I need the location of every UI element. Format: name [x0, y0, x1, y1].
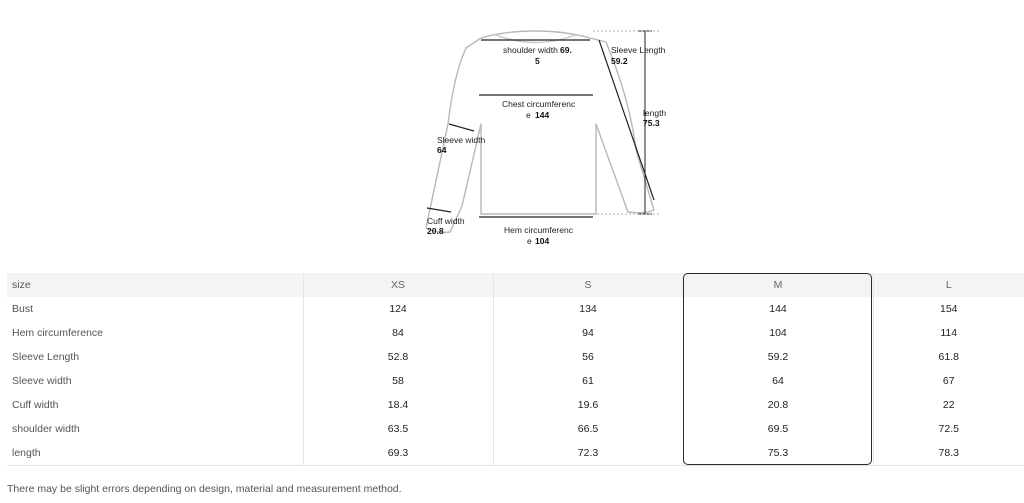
- cell-value: 104: [683, 321, 873, 345]
- row-label: Hem circumference: [12, 327, 104, 339]
- cell-value: 61: [493, 369, 683, 393]
- table-row: [7, 369, 1024, 393]
- cell-value: 63.5: [303, 417, 493, 441]
- cell-value: 69.3: [303, 441, 493, 466]
- chest-label: Chest circumferenc: [502, 99, 576, 109]
- header-size-xs: XS: [303, 273, 493, 297]
- cell-value: 75.3: [683, 441, 873, 466]
- chest-value: 144: [535, 110, 550, 120]
- cell-value: 84: [303, 321, 493, 345]
- cell-value: 114: [873, 321, 1024, 345]
- table-row: [7, 417, 1024, 441]
- header-size: size: [7, 273, 303, 297]
- cell-value: 66.5: [493, 417, 683, 441]
- cell-value: 59.2: [683, 345, 873, 369]
- table-header-row: [7, 273, 1024, 297]
- sleeve-width-value: 64: [437, 145, 447, 155]
- cell-value: 18.4: [303, 393, 493, 417]
- cell-value: 94: [493, 321, 683, 345]
- cell-value: 72.3: [493, 441, 683, 466]
- cell-value: 20.8: [683, 393, 873, 417]
- cell-value: 19.6: [493, 393, 683, 417]
- row-label: Cuff width: [12, 399, 59, 411]
- cell-value: 58: [303, 369, 493, 393]
- row-label: Sleeve width: [12, 375, 72, 387]
- header-size-l: L: [873, 273, 1024, 297]
- header-size-m: M: [683, 273, 873, 297]
- cell-value: 78.3: [873, 441, 1024, 466]
- cell-value: 64: [683, 369, 873, 393]
- cell-value: 52.8: [303, 345, 493, 369]
- shoulder-width-value: 69.: [560, 45, 572, 55]
- hem-label: Hem circumferenc: [504, 225, 573, 235]
- row-label: Sleeve Length: [12, 351, 80, 363]
- length-label: length: [643, 108, 667, 118]
- cell-value: 124: [303, 297, 493, 321]
- sleeve-width-label: Sleeve width: [437, 135, 486, 145]
- row-label: length: [7, 441, 303, 466]
- row-label: shoulder width: [12, 423, 80, 435]
- cuff-width-label: Cuff width: [427, 216, 465, 226]
- cell-value: 72.5: [873, 417, 1024, 441]
- shoulder-width-value-cont: 5: [535, 56, 540, 66]
- cell-value: 134: [493, 297, 683, 321]
- header-size-s: S: [493, 273, 683, 297]
- cell-value: 144: [683, 297, 873, 321]
- table-row: [7, 345, 1024, 369]
- table-row: [7, 321, 1024, 345]
- cell-value: 69.5: [683, 417, 873, 441]
- cell-value: 61.8: [873, 345, 1024, 369]
- hem-label-cont: e: [527, 236, 532, 246]
- table-row: [7, 441, 1024, 466]
- sleeve-length-label: Sleeve Length: [611, 45, 666, 55]
- shoulder-width-label: shoulder width: [503, 45, 558, 55]
- cell-value: 154: [873, 297, 1024, 321]
- measurement-note: There may be slight errors depending on design, material and measurement method.: [7, 483, 402, 495]
- chest-label-cont: e: [526, 110, 531, 120]
- length-value: 75.3: [643, 118, 660, 128]
- cell-value: 22: [873, 393, 1024, 417]
- cuff-width-value: 20.8: [427, 226, 444, 236]
- cell-value: 56: [493, 345, 683, 369]
- sleeve-length-value: 59.2: [611, 56, 628, 66]
- table-row: [7, 297, 1024, 321]
- cell-value: 67: [873, 369, 1024, 393]
- size-table: [7, 273, 1024, 466]
- row-label: Bust: [12, 303, 34, 315]
- table-row: [7, 393, 1024, 417]
- hem-value: 104: [535, 236, 550, 246]
